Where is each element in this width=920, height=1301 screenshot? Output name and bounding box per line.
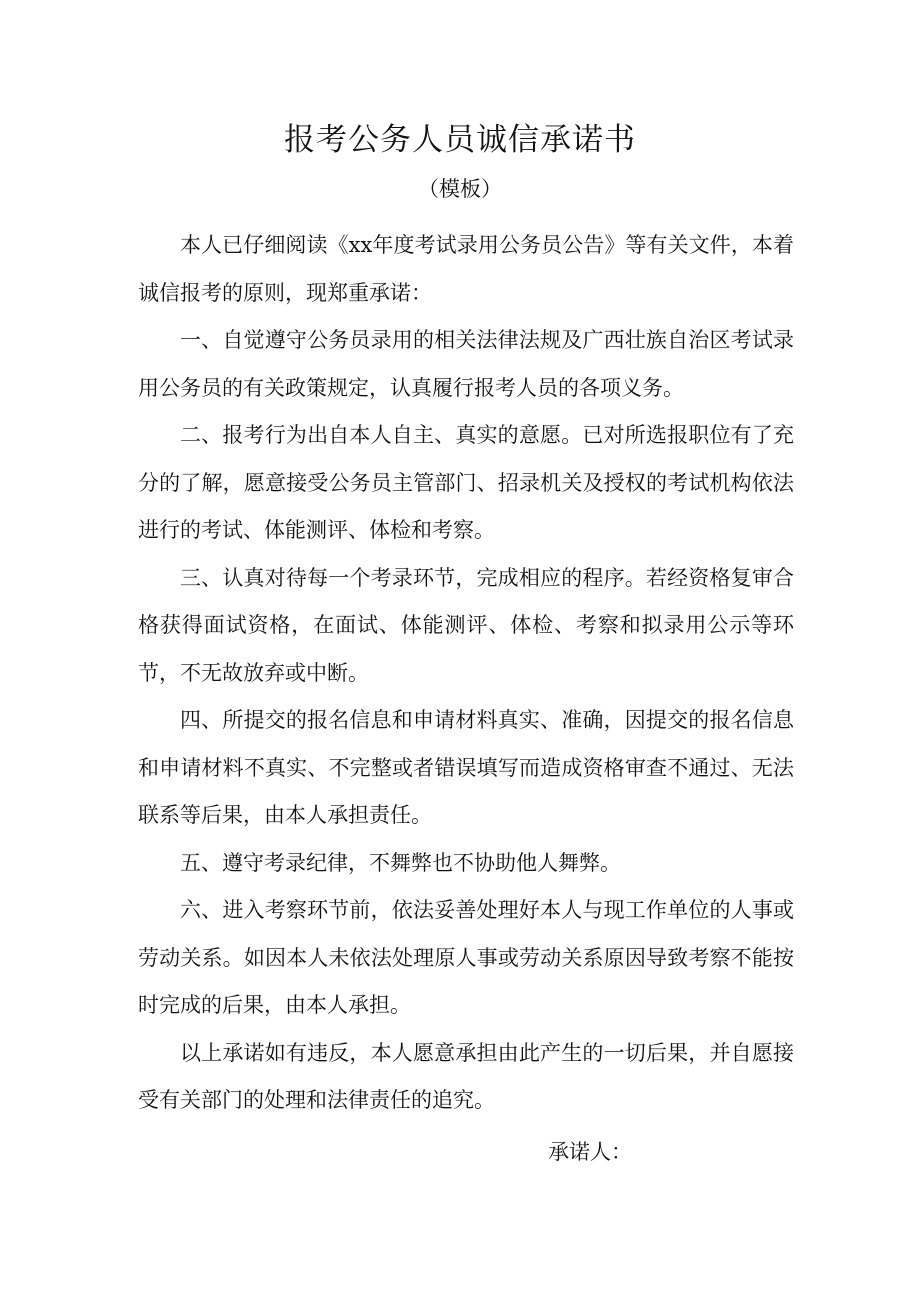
pledge-item-2: 二、报考行为出自本人自主、真实的意愿。已对所选报职位有了充分的了解，愿意接受公务员主管部门、招录机关及授权的考试机构依法进行的考试、体能测评、体检和考察。 <box>138 423 794 542</box>
closing-paragraph: 以上承诺如有违反，本人愿意承担由此产生的一切后果，并自愿接受有关部门的处理和法律责任的追究。 <box>138 1040 794 1112</box>
pledge-item-3: 三、认真对待每一个考录环节，完成相应的程序。若经资格复审合格获得面试资格，在面试、体能测评、体检、考察和拟录用公示等环节，不无故放弃或中断。 <box>138 565 794 685</box>
pledge-item-5: 五、遵守考录纪律，不舞弊也不协助他人舞弊。 <box>180 850 621 875</box>
document-body <box>138 222 794 1125</box>
document-title: 报考公务人员诚信承诺书 <box>284 122 636 158</box>
intro-paragraph: 本人已仔细阅读《xx年度考试录用公务员公告》等有关文件，本着诚信报考的原则，现郑重承诺： <box>138 233 794 305</box>
document-subtitle: （模板） <box>418 177 502 201</box>
pledge-item-6: 六、进入考察环节前，依法妥善处理好本人与现工作单位的人事或劳动关系。如因本人未依法处理原人事或劳动关系原因导致考察不能按时完成的后果，由本人承担。 <box>138 898 794 1017</box>
pledge-item-4: 四、所提交的报名信息和申请材料真实、准确，因提交的报名信息和申请材料不真实、不完整或者错误填写而造成资格审查不通过、无法联系等后果，由本人承担责任。 <box>138 708 794 827</box>
signature-label: 承诺人： <box>548 1140 632 1164</box>
pledge-item-1: 一、自觉遵守公务员录用的相关法律法规及广西壮族自治区考试录用公务员的有关政策规定，认真履行报考人员的各项义务。 <box>138 328 794 400</box>
